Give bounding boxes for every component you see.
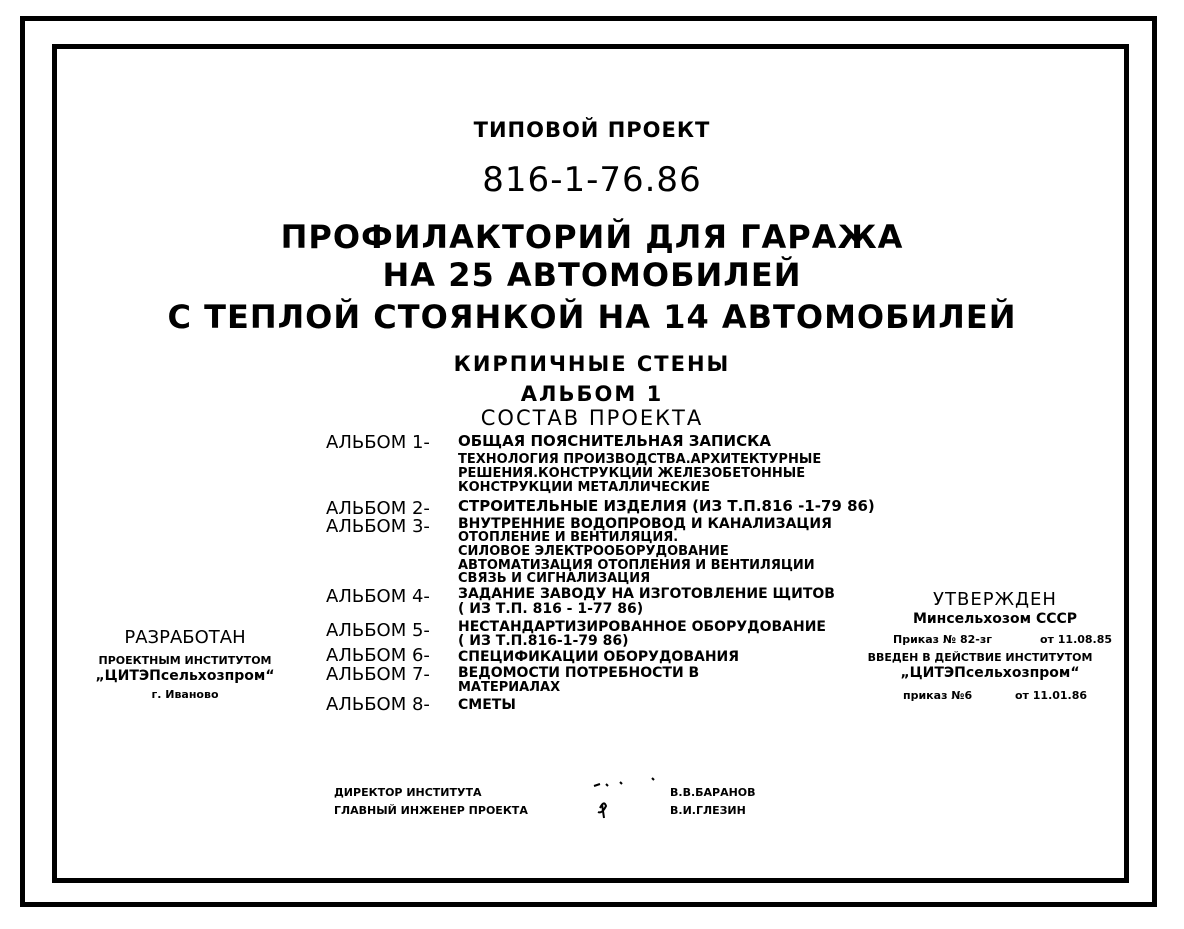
signature-role: ДИРЕКТОР ИНСТИТУТА (334, 786, 482, 799)
album-label: АЛЬБОМ 5- (326, 620, 430, 641)
album-desc-line: ( ИЗ Т.П.816-1-79 86) (458, 633, 629, 649)
album-desc-line: ОТОПЛЕНИЕ И ВЕНТИЛЯЦИЯ. (458, 530, 679, 545)
walls-subtitle: КИРПИЧНЫЕ СТЕНЫ (453, 352, 731, 376)
album-desc-line: СМЕТЫ (458, 697, 516, 713)
album-desc-line: СИЛОВОЕ ЭЛЕКТРООБОРУДОВАНИЕ (458, 544, 729, 559)
album-desc-line: ОБЩАЯ ПОЯСНИТЕЛЬНАЯ ЗАПИСКА (458, 432, 771, 450)
signature-name: В.И.ГЛЕЗИН (670, 804, 746, 817)
album-label: АЛЬБОМ 6- (326, 645, 430, 666)
album-desc-line: АВТОМАТИЗАЦИЯ ОТОПЛЕНИЯ И ВЕНТИЛЯЦИИ (458, 558, 815, 573)
approval-ministry: Минсельхозом СССР (912, 611, 1078, 627)
album-desc-line: РЕШЕНИЯ.КОНСТРУКЦИИ ЖЕЛЕЗОБЕТОННЫЕ (458, 466, 806, 481)
album-label: АЛЬБОМ 8- (326, 694, 430, 715)
album-subtitle: АЛЬБОМ 1 (520, 382, 664, 406)
developer-institute: ПРОЕКТНЫМ ИНСТИТУТОМ (98, 654, 272, 667)
project-type: ТИПОВОЙ ПРОЕКТ (473, 118, 711, 142)
developer-title: РАЗРАБОТАН (124, 627, 246, 648)
composition-heading: СОСТАВ ПРОЕКТА (480, 406, 704, 430)
album-label: АЛЬБОМ 3- (326, 516, 430, 537)
album-desc-line: ( ИЗ Т.П. 816 - 1-77 86) (458, 601, 644, 617)
approval-title: УТВЕРЖДЕН (933, 589, 1057, 610)
approval-enacted: ВВЕДЕН В ДЕЙСТВИЕ ИНСТИТУТОМ (867, 651, 1093, 664)
album-desc-line: СВЯЗЬ И СИГНАЛИЗАЦИЯ (458, 571, 651, 586)
album-desc-line: ЗАДАНИЕ ЗАВОДУ НА ИЗГОТОВЛЕНИЕ ЩИТОВ (458, 586, 835, 602)
signature-role: ГЛАВНЫЙ ИНЖЕНЕР ПРОЕКТА (334, 804, 528, 817)
approval-order-date: от 11.01.86 (1015, 689, 1088, 702)
approval-order: приказ №6 (903, 689, 973, 702)
album-label: АЛЬБОМ 4- (326, 586, 430, 607)
album-desc-line: НЕСТАНДАРТИЗИРОВАННОЕ ОБОРУДОВАНИЕ (458, 619, 826, 635)
album-desc-line: СТРОИТЕЛЬНЫЕ ИЗДЕЛИЯ (ИЗ Т.П.816 -1-79 86) (458, 497, 875, 515)
project-number: 816-1-76.86 (482, 160, 702, 200)
album-label: АЛЬБОМ 2- (326, 498, 430, 519)
developer-org: „ЦИТЭПсельхозпром“ (95, 668, 275, 684)
album-label: АЛЬБОМ 7- (326, 664, 430, 685)
signature-name: В.В.БАРАНОВ (670, 786, 756, 799)
album-desc-line: МАТЕРИАЛАХ (458, 680, 561, 695)
album-desc-line: ТЕХНОЛОГИЯ ПРОИЗВОДСТВА.АРХИТЕКТУРНЫЕ (458, 452, 822, 467)
handwritten-signature-marks (592, 774, 662, 824)
approval-order: Приказ № 82-зг (893, 633, 992, 646)
album-label: АЛЬБОМ 1- (326, 432, 430, 453)
title-line-3: С ТЕПЛОЙ СТОЯНКОЙ НА 14 АВТОМОБИЛЕЙ (167, 298, 1017, 336)
album-desc-line: ВЕДОМОСТИ ПОТРЕБНОСТИ В (458, 665, 700, 681)
title-line-1: ПРОФИЛАКТОРИЙ ДЛЯ ГАРАЖА (280, 218, 904, 256)
album-desc-line: СПЕЦИФИКАЦИИ ОБОРУДОВАНИЯ (458, 649, 740, 665)
approval-order-date: от 11.08.85 (1040, 633, 1113, 646)
approval-org: „ЦИТЭПсельхозпром“ (900, 665, 1080, 681)
developer-city: г. Иваново (151, 688, 219, 701)
album-desc-line: КОНСТРУКЦИИ МЕТАЛЛИЧЕСКИЕ (458, 480, 711, 495)
title-line-2: НА 25 АВТОМОБИЛЕЙ (382, 256, 802, 294)
album-desc-line: ВНУТРЕННИЕ ВОДОПРОВОД И КАНАЛИЗАЦИЯ (458, 516, 832, 532)
